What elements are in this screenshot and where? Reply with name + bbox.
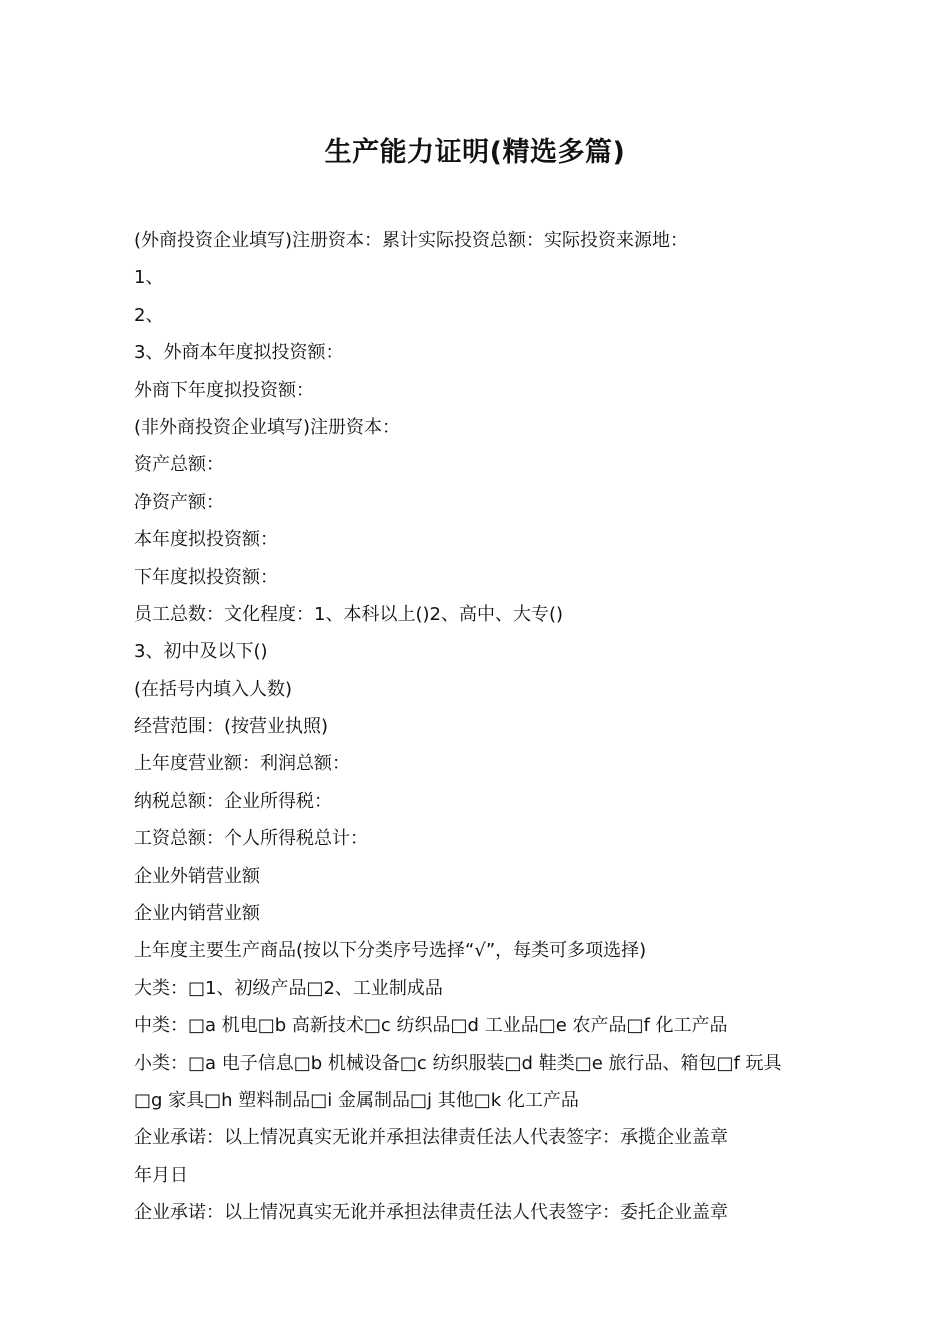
- foreign-investment-line: (外商投资企业填写)注册资本：累计实际投资总额：实际投资来源地：: [134, 230, 689, 251]
- total-assets-line: 资产总额：: [134, 454, 224, 476]
- non-foreign-capital-line: (非外商投资企业填写)注册资本：: [134, 416, 401, 438]
- minor-category-continued-line: □g 家具□h 塑料制品□i 金属制品□j 其他□k 化工产品: [134, 1089, 579, 1111]
- export-sales-line: 企业外销营业额: [134, 865, 260, 887]
- list-item: 1、: [134, 267, 164, 289]
- domestic-sales-line: 企业内销营业额: [134, 903, 260, 925]
- salary-total-line: 工资总额：个人所得税总计：: [134, 828, 368, 850]
- main-products-line: 上年度主要生产商品(按以下分类序号选择“√”，每类可多项选择): [134, 940, 647, 962]
- major-category-line: 大类：□1、初级产品□2、工业制成品: [134, 977, 443, 999]
- document-title: 生产能力证明(精选多篇): [324, 137, 626, 168]
- commitment-contractor-line: 企业承诺：以上情况真实无讹并承担法律责任法人代表签字：承揽企业盖章: [134, 1127, 728, 1149]
- foreign-this-year-investment-line: 3、外商本年度拟投资额：: [134, 342, 344, 364]
- this-year-investment-line: 本年度拟投资额：: [134, 529, 278, 551]
- employee-total-line: 员工总数：文化程度：1、本科以上()2、高中、大专(): [134, 603, 563, 625]
- tax-total-line: 纳税总额：企业所得税：: [134, 790, 332, 812]
- middle-category-line: 中类：□a 机电□b 高新技术□c 纺织品□d 工业品□e 农产品□f 化工产品: [134, 1015, 728, 1037]
- education-level-line: 3、初中及以下(): [134, 641, 268, 663]
- document-body: [134, 222, 834, 1232]
- date-line: 年月日: [134, 1164, 188, 1186]
- next-year-investment-line: 下年度拟投资额：: [134, 566, 278, 588]
- revenue-profit-line: 上年度营业额：利润总额：: [134, 753, 350, 775]
- bracket-note-line: (在括号内填入人数): [134, 678, 293, 700]
- minor-category-line: 小类：□a 电子信息□b 机械设备□c 纺织服装□d 鞋类□e 旅行品、箱包□f 玩具: [134, 1052, 782, 1074]
- net-assets-line: 净资产额：: [134, 491, 224, 513]
- list-item: 2、: [134, 304, 164, 326]
- business-scope-line: 经营范围：(按营业执照): [134, 716, 329, 738]
- commitment-client-line: 企业承诺：以上情况真实无讹并承担法律责任法人代表签字：委托企业盖章: [134, 1202, 728, 1224]
- foreign-next-year-investment-line: 外商下年度拟投资额：: [134, 379, 314, 401]
